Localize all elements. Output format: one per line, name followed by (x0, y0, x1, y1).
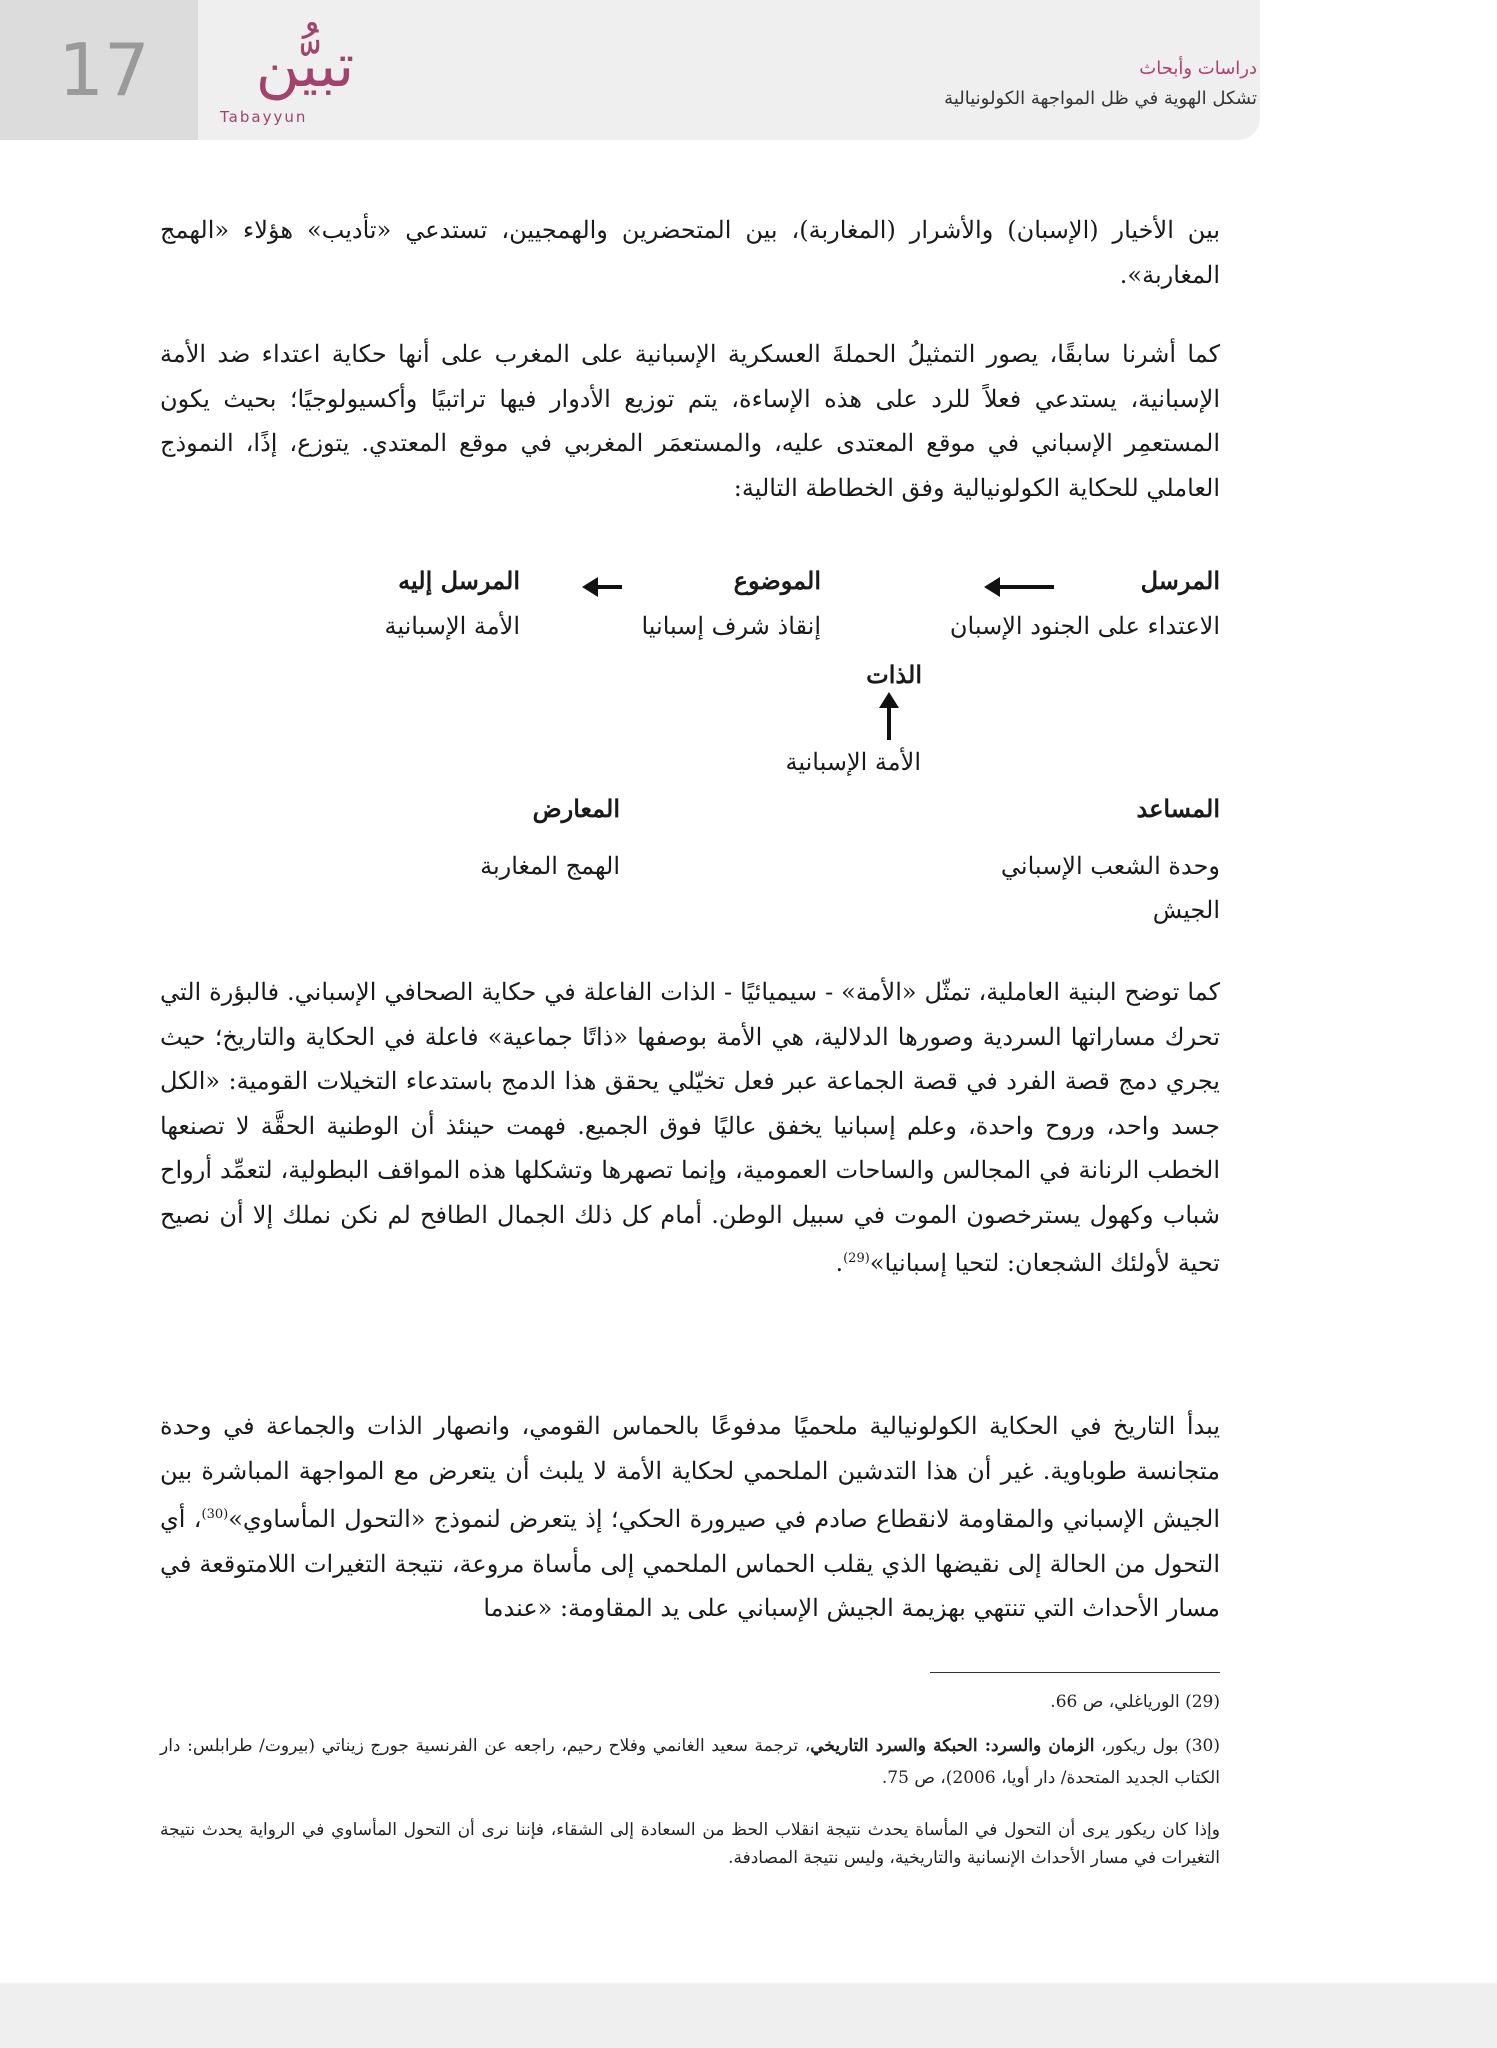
paragraph-4-text-b: ، أي التحول من الحالة إلى نقيضها الذي يقلب الحماس الملحمي إلى مأساة مروعة، نتيجة التغيرات اللامتوقعة في مسار الأحداث التي تنتهي بهزيمة الجيش الإسباني على يد المقاومة: «عندما (160, 1505, 1220, 1622)
helper-label: المساعد (1136, 794, 1220, 823)
footnote-30-rest: ، ترجمة سعيد الغانمي وفلاح رحيم، راجعه عن الفرنسية جورج زيناتي (بيروت/ طرابلس: دار الكتاب الجديد المتحدة/ دار أويا، 2006)، ص 75. (160, 1736, 1220, 1788)
opponent-label: المعارض (532, 794, 620, 823)
subject-label: الذات (866, 660, 922, 689)
footnote-30-book-title: الزمان والسرد: الحبكة والسرد التاريخي (810, 1736, 1095, 1756)
paragraph-3: كما توضح البنية العاملية، تمثّل «الأمة» - سيميائيًا - الذات الفاعلة في حكاية الصحافي الإسباني. فالبؤرة التي تحرك مساراتها السردية وصورها الدلالية، هي الأمة بوصفها «ذاتًا جماعية» فاعلة في الحكاية والتاريخ؛ حيث يجري دمج قصة الفرد في قصة الجماعة عبر فعل تخيّلي يحقق هذا الدمج باستدعاء التخيلات القومية: «الكل جسد واحد، وروح واحدة، وعلم إسبانيا يخفق عاليًا فوق الجميع. فهمت حينئذ أن الوطنية الحقَّة لا تصنعها الخطب الرنانة في المجالس والساحات العمومية، وإنما تصهرها وتشكلها هذه المواقف البطولية، لتعمِّد أرواح شباب وكهول يسترخصون الموت في سبيل الوطن. أمام كل ذلك الجمال الطافح لم نكن نملك إلا أن نصيح تحية لأولئك الشجعان: لتحيا إسبانيا»$^{(29)}$. (160, 978, 1220, 1277)
page-footer (0, 1983, 1497, 2048)
footnote-30-author: بول ريكور، (1094, 1736, 1179, 1756)
footnote-29-text: الورياغلي، ص 66. (1050, 1692, 1180, 1712)
sender-label: المرسل (1140, 566, 1220, 595)
page-header (0, 0, 1497, 140)
arrow-left-1 (998, 585, 1054, 589)
section-title: دراسات وأبحاث (1139, 58, 1257, 79)
page-number: 17 (58, 28, 150, 112)
paragraph-3-text: كما توضح البنية العاملية، تمثّل «الأمة» - سيميائيًا - الذات الفاعلة في حكاية الصحافي الإسباني. فالبؤرة التي تحرك مساراتها السردية وصورها الدلالية، هي الأمة بوصفها «ذاتًا جماعية» فاعلة في الحكاية والتاريخ؛ حيث يجري دمج قصة الفرد في قصة الجماعة عبر فعل تخيّلي يحقق هذا الدمج باستدعاء التخيلات القومية: «الكل جسد واحد، وروح واحدة، وعلم إسبانيا يخفق عاليًا فوق الجميع. فهمت حينئذ أن الوطنية الحقَّة لا تصنعها الخطب الرنانة في المجالس والساحات العمومية، وإنما تصهرها وتشكلها هذه المواقف البطولية، لتعمِّد أرواح شباب وكهول يسترخصون الموت في سبيل الوطن. أمام كل ذلك الجمال الطافح لم نكن نملك إلا أن نصيح تحية لأولئك الشجعان: لتحيا إسبانيا» (160, 978, 1220, 1277)
footnote-30-note: وإذا كان ريكور يرى أن التحول في المأساة يحدث نتيجة انقلاب الحظ من السعادة إلى الشقاء، فإننا نرى أن التحول المأساوي في الرواية يحدث نتيجة التغيرات في مسار الأحداث الإنسانية والتاريخية، وليس نتيجة المصادفة. (160, 1820, 1220, 1868)
helper-value-1: وحدة الشعب الإسباني (1000, 852, 1220, 880)
receiver-value: الأمة الإسبانية (384, 612, 520, 640)
footnote-30-number: (30) (1185, 1736, 1221, 1756)
sender-value: الاعتداء على الجنود الإسبان (949, 612, 1220, 640)
footnote-29 (160, 1686, 1220, 1718)
object-label: الموضوع (733, 566, 821, 595)
receiver-label: المرسل إليه (398, 566, 520, 595)
footnote-rule (930, 1672, 1220, 1673)
footnote-ref-29: (29) (843, 1251, 870, 1266)
arrow-up (887, 706, 891, 740)
subject-value: الأمة الإسبانية (785, 748, 921, 776)
helper-value-2: الجيش (1152, 896, 1220, 924)
opponent-value: الهمج المغاربة (480, 852, 620, 880)
paragraph-2: كما أشرنا سابقًا، يصور التمثيلُ الحملةَ العسكرية الإسبانية على المغرب على أنها حكاية اعتداء ضد الأمة الإسبانية، يستدعي فعلاً للرد على هذه الإساءة، يتم توزيع الأدوار فيها تراتبيًا وأكسيولوجيًا؛ بحيث يكون المستعمِر الإسباني في موقع المعتدى عليه، والمستعمَر المغربي في موقع المعتدي. يتوزع، إذًا، النموذج العاملي للحكاية الكولونيالية وفق الخطاطة التالية: (160, 340, 1220, 502)
footnote-ref-30: (30) (201, 1507, 229, 1522)
logo-arabic: تبيُّن (255, 31, 355, 101)
logo-latin: Tabayyun (220, 108, 308, 126)
footnote-29-number: (29) (1185, 1692, 1220, 1712)
article-title: تشكل الهوية في ظل المواجهة الكولونيالية (944, 88, 1257, 109)
object-value: إنقاذ شرف إسبانيا (641, 612, 821, 640)
journal-logo (210, 24, 400, 132)
paragraph-4 (160, 1404, 1220, 1631)
arrow-left-2 (596, 585, 622, 589)
footnote-30 (160, 1730, 1220, 1794)
paragraph-1: بين الأخيار (الإسبان) والأشرار (المغاربة)، بين المتحضرين والهمجيين، تستدعي «تأديب» هؤلاء «الهمج المغاربة». (160, 216, 1220, 289)
paragraph-4-text-a: يبدأ التاريخ في الحكاية الكولونيالية ملحميًا مدفوعًا بالحماس القومي، وانصهار الذات والجماعة في وحدة متجانسة طوباوية. غير أن هذا التدشين الملحمي لحكاية الأمة لا يلبث أن يتعرض مع المواجهة المباشرة بين الجيش الإسباني والمقاومة لانقطاع صادم في صيرورة الحكي؛ إذ يتعرض لنموذج «التحول المأساوي» (160, 1412, 1221, 1533)
